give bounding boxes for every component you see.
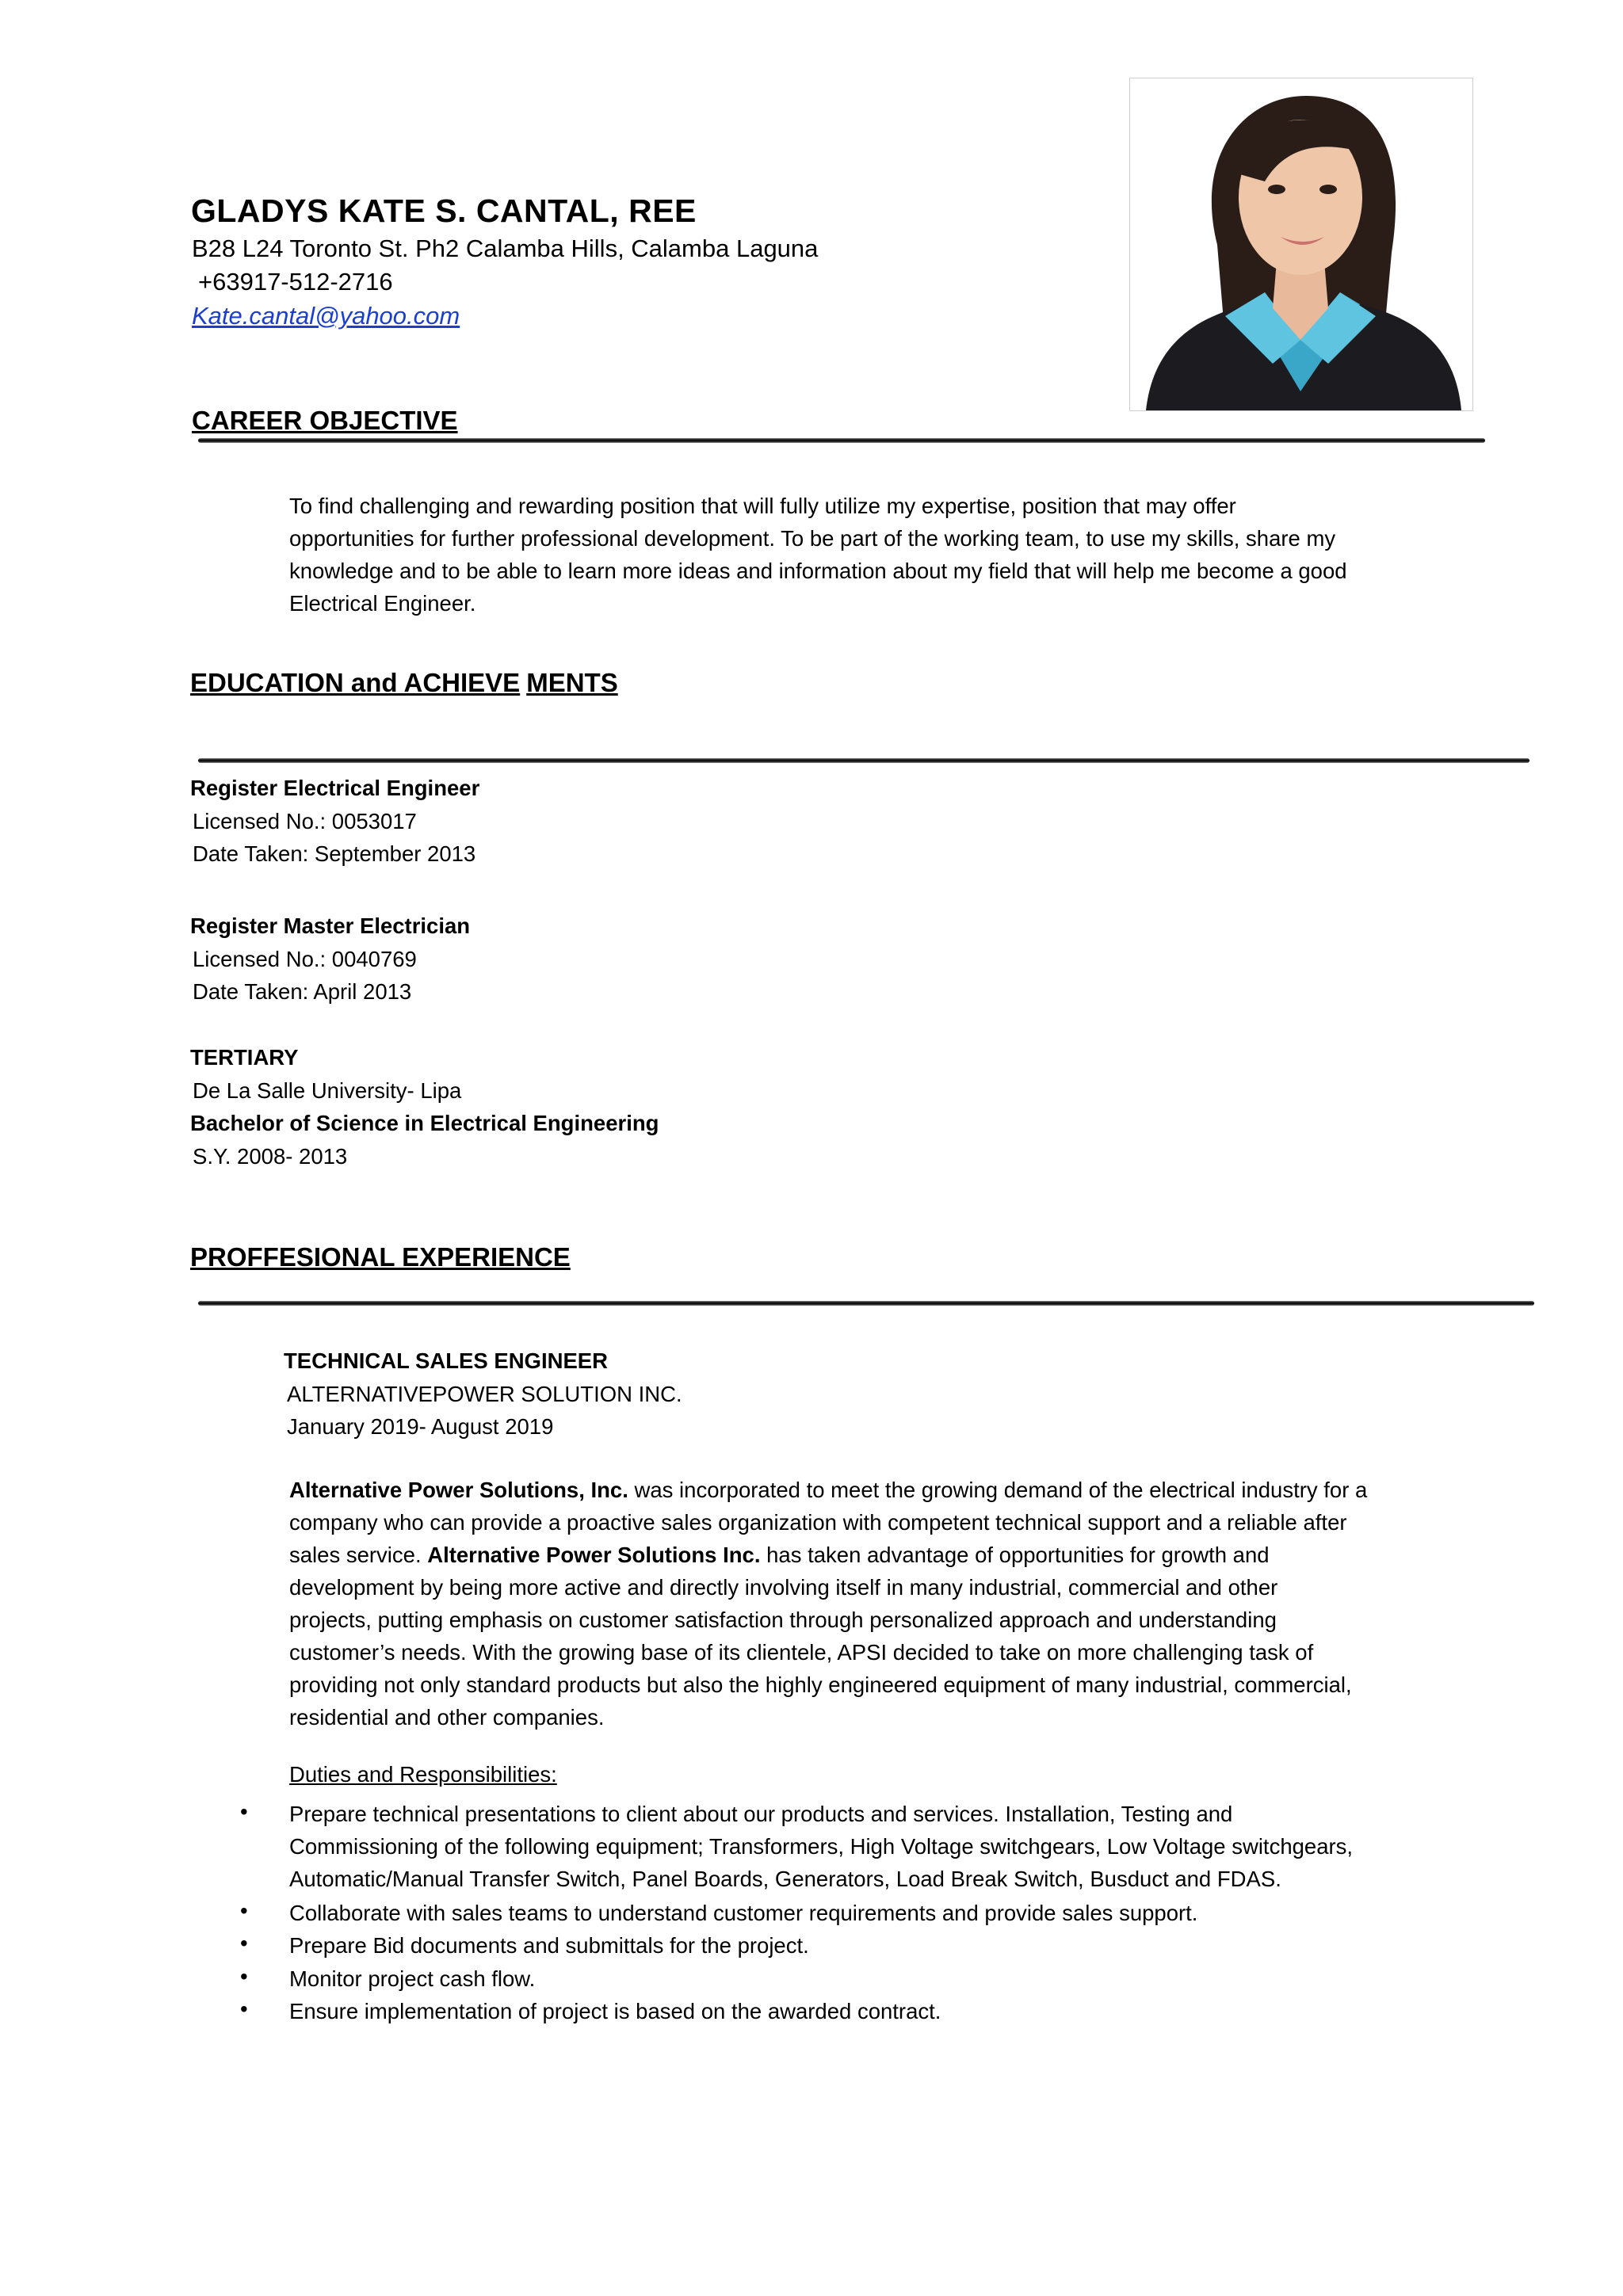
duty-item: Collaborate with sales teams to understand customer requirements and provide sales support. (289, 1901, 1198, 1925)
email-link[interactable]: Kate.cantal@yahoo.com (192, 302, 460, 330)
duty-item: Prepare technical presentations to client about our products and services. Installation, Testing and Commissioning of the following equipment; Transformers, High Voltage switchgears, Low Voltage switchgears, Automatic/Manual Transfer Switch, Panel Boards, Generators, Load Break Switch, Busduct and FDAS. (289, 1802, 1354, 1891)
section-divider (198, 1301, 1534, 1306)
address: B28 L24 Toronto St. Ph2 Calamba Hills, Calamba Laguna (192, 235, 819, 262)
education-heading: EDUCATION and ACHIEVE MENTS (190, 668, 618, 697)
profile-photo (1129, 78, 1473, 411)
bullet-icon: • (240, 1931, 248, 1955)
portrait-illustration (1130, 78, 1472, 410)
duty-item: Prepare Bid documents and submittals for the project. (289, 1933, 809, 1958)
duty-item: Ensure implementation of project is based on the awarded contract. (289, 1999, 941, 2023)
bullet-icon: • (240, 1997, 248, 2021)
bullet-icon: • (240, 1799, 248, 1824)
duties-heading: Duties and Responsibilities: (289, 1762, 557, 1787)
tertiary-education-block: TERTIARY De La Salle University- Lipa Bachelor of Science in Electrical Engineering S.Y. 2008- 2013 (190, 1045, 659, 1169)
bullet-icon: • (240, 1898, 248, 1923)
ree-license-block: Register Electrical Engineer Licensed No.: 0053017 Date Taken: September 2013 (190, 776, 480, 866)
career-objective-text: To find challenging and rewarding position that will fully utilize my expertise, position that may offer opportunities for further professional development. To be part of the working team, to use my skills, share my knowledge and to be able to learn more ideas and information about my field that will help me become a good Electrical Engineer. (289, 494, 1347, 616)
rme-license-block: Register Master Electrician Licensed No.: 0040769 Date Taken: April 2013 (190, 913, 471, 1004)
job-header: TECHNICAL SALES ENGINEER ALTERNATIVEPOWER SOLUTION INC. January 2019- August 2019 (284, 1348, 682, 1439)
section-divider (198, 438, 1485, 443)
experience-heading: PROFFESIONAL EXPERIENCE (190, 1242, 571, 1272)
applicant-name: GLADYS KATE S. CANTAL, REE (191, 193, 697, 229)
career-objective-heading: CAREER OBJECTIVE (192, 406, 458, 435)
duty-item: Monitor project cash flow. (289, 1966, 536, 1991)
phone: +63917-512-2716 (198, 268, 393, 296)
bullet-icon: • (240, 1964, 248, 1989)
section-divider (198, 758, 1529, 763)
company-description: Alternative Power Solutions, Inc. was incorporated to meet the growing demand of the electrical industry for a company who can provide a proactive sales organization with competent technical support and a reliable after sales service. Alternative Power Solutions Inc. has taken advantage of opportunities for growth and development by being more active and directly involving itself in many industrial, commercial and other projects, putting emphasis on customer satisfaction through personalized approach and understanding customer’s needs. With the growing base of its clientele, APSI decided to take on more challenging task of providing not only standard products but also the highly engineered equipment of many industrial, commercial, residential and other companies. (289, 1478, 1368, 1730)
